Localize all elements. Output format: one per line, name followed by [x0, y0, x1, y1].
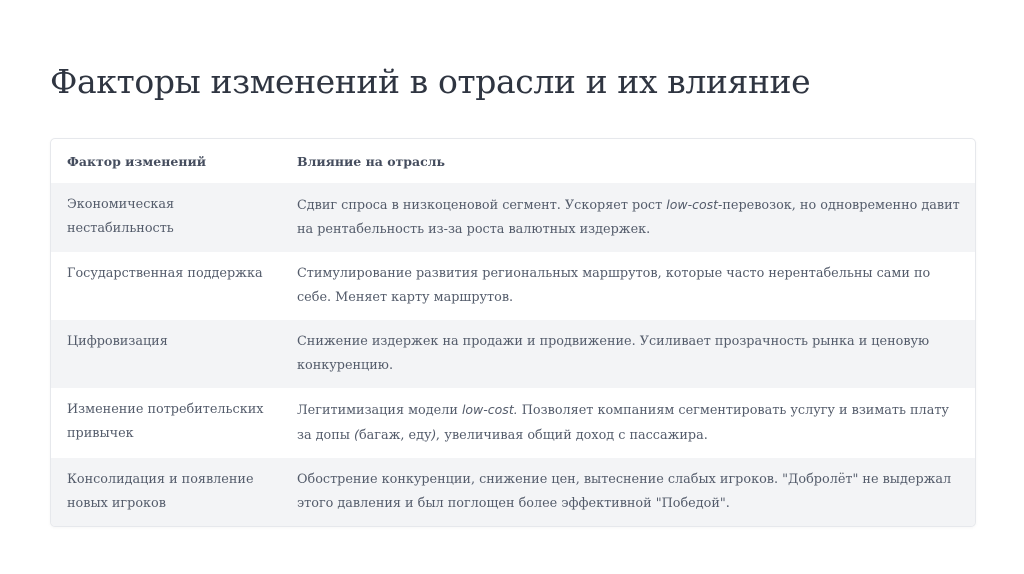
- impact-italic-text: low-cost.: [461, 402, 518, 417]
- impact-italic-text: (: [354, 427, 359, 442]
- factor-cell: Экономическая нестабильность: [51, 183, 281, 252]
- impact-italic-text: ),: [431, 427, 441, 442]
- slide-title: Факторы изменений в отрасли и их влияние: [50, 62, 811, 101]
- table-row: [51, 183, 975, 252]
- impact-text: Сдвиг спроса в низкоценовой сегмент. Ускоряет рост: [297, 198, 667, 213]
- impact-text: Обострение конкуренции, снижение цен, вытеснение слабых игроков. "Добролёт" не выдержал этого давления и был поглощен более эффективной "Победой".: [297, 472, 952, 511]
- impact-cell: [281, 252, 975, 320]
- table-row: [51, 252, 975, 320]
- impact-text: Стимулирование развития региональных маршрутов, которые часто нерентабельны сами по себе. Меняет карту маршрутов.: [297, 266, 931, 305]
- impact-cell: [281, 458, 975, 526]
- impact-text: Снижение издержек на продажи и продвижение. Усиливает прозрачность рынка и ценовую конкуренцию.: [297, 334, 930, 373]
- header-impact: Влияние на отрасль: [297, 153, 446, 169]
- factor-cell: Государственная поддержка: [51, 252, 281, 320]
- factors-table-card: [50, 138, 976, 527]
- impact-text: -перевозок, но одновременно давит на рентабельность из-за роста валютных издержек.: [297, 198, 960, 237]
- factor-cell: Цифровизация: [51, 320, 281, 388]
- table-header-row: [51, 139, 975, 183]
- impact-cell: [281, 183, 975, 252]
- impact-text: багаж, еду: [358, 428, 432, 443]
- header-factor: Фактор изменений: [67, 153, 207, 169]
- factors-table: [51, 139, 975, 526]
- impact-italic-text: low-cost: [666, 197, 719, 212]
- impact-text: Легитимизация модели: [297, 403, 462, 418]
- table-row: [51, 388, 975, 458]
- factor-cell: Изменение потребительских привычек: [51, 388, 281, 458]
- table-row: [51, 320, 975, 388]
- impact-cell: [281, 320, 975, 388]
- impact-cell: [281, 388, 975, 458]
- table-row: [51, 458, 975, 526]
- impact-text: Позволяет компаниям сегментировать услугу и взимать плату за допы: [297, 403, 949, 443]
- impact-text: увеличивая общий доход с пассажира.: [440, 428, 708, 443]
- factor-cell: Консолидация и появление новых игроков: [51, 458, 281, 526]
